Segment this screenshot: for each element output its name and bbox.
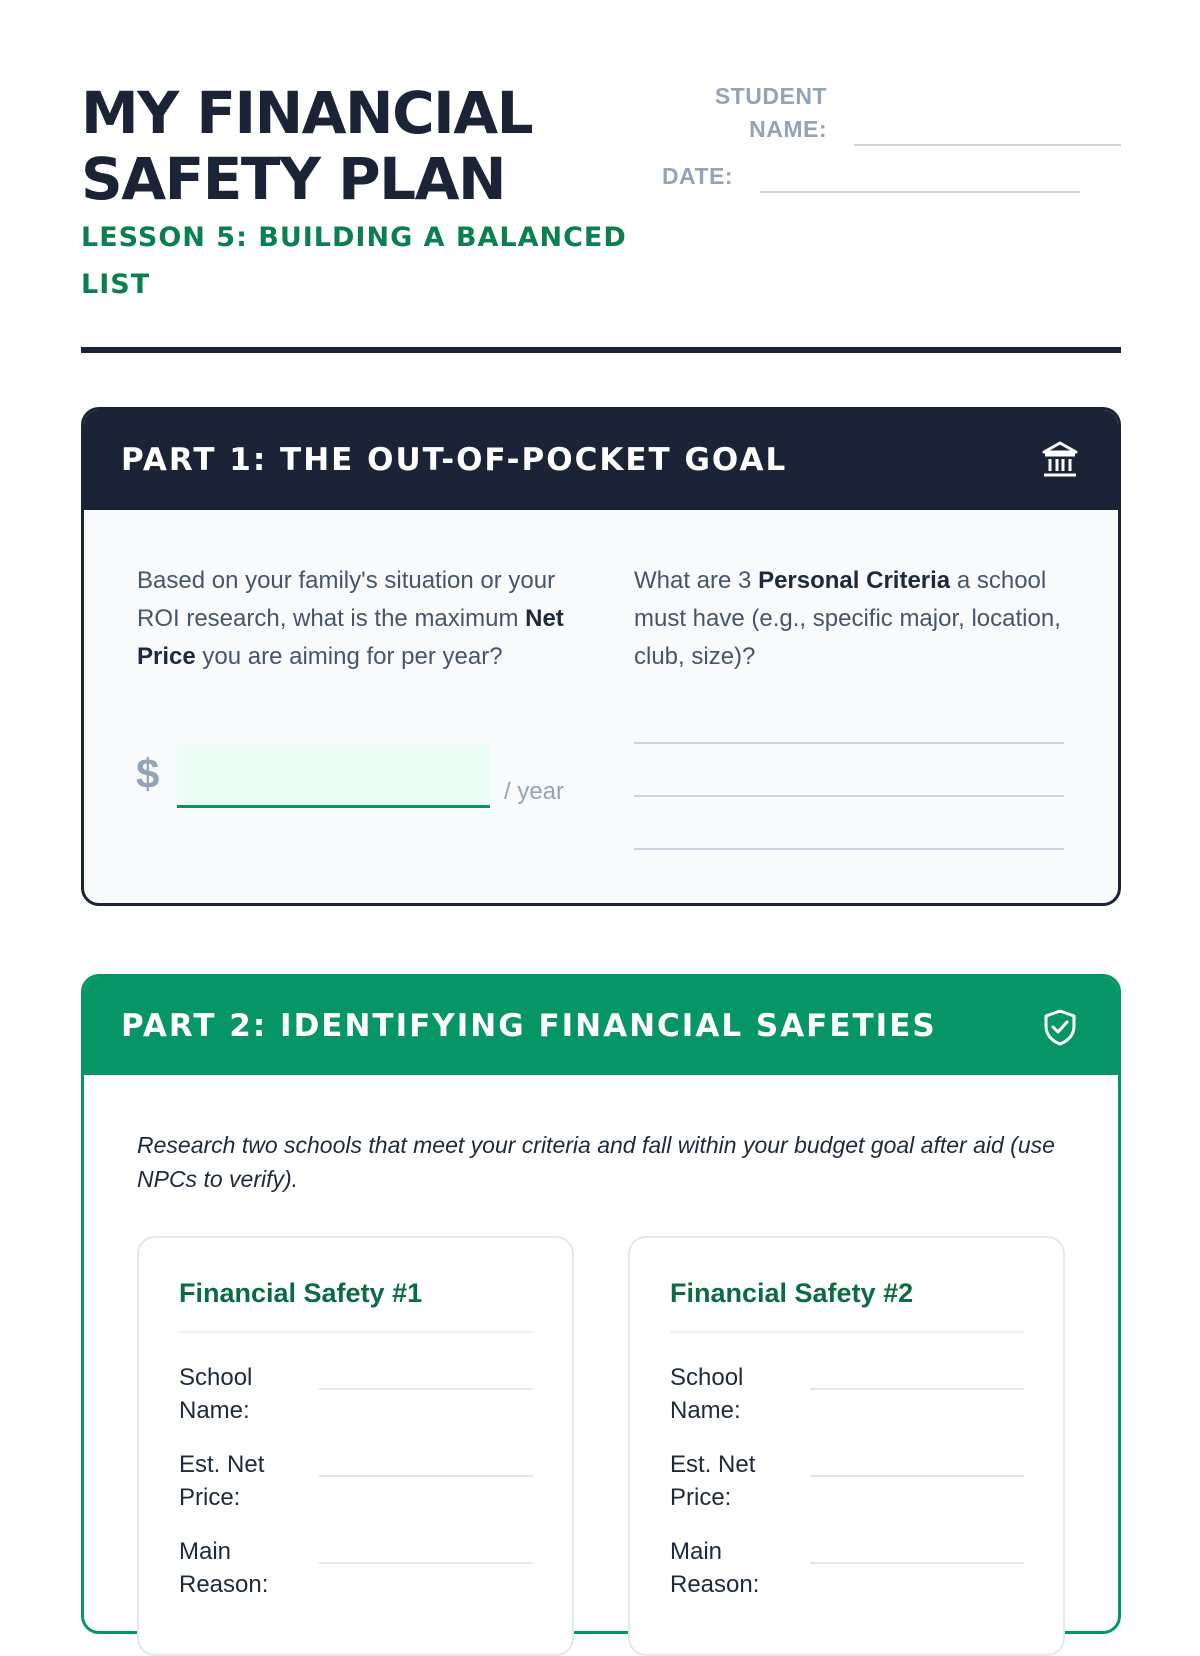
net-price-question: Based on your family's situation or your ROI research, what is the maximum Net Price you are aiming for per year? [137,567,564,670]
dollar-sign: $ [136,750,160,797]
title-line-2: SAFETY PLAN [81,145,506,213]
shield-check-icon [1040,1007,1080,1047]
financial-safety-2-card [628,1236,1065,1656]
net-price-label: Est. Net Price: [179,1451,265,1511]
main-reason-label: Main Reason: [670,1538,760,1598]
divider [179,1331,533,1333]
criteria-line-1[interactable] [634,742,1064,744]
part1-header [84,410,1118,510]
school-name-field[interactable] [319,1388,533,1390]
student-name-label: STUDENT NAME: [714,83,827,142]
student-name-field[interactable] [854,144,1121,146]
main-reason-field[interactable] [810,1562,1024,1564]
bank-icon [1040,440,1080,480]
lesson-subtitle: LESSON 5: BUILDING A BALANCED LIST [81,222,627,300]
school-name-field[interactable] [810,1388,1024,1390]
header-divider [81,347,1121,353]
per-year-label: / year [504,778,565,805]
net-price-label: Est. Net Price: [670,1451,756,1511]
title-line-1: MY FINANCIAL [81,79,533,147]
net-price-input[interactable] [177,744,490,808]
date-label: DATE: [661,163,733,189]
financial-safety-2-title: Financial Safety #2 [670,1278,914,1308]
school-name-label: School Name: [179,1364,253,1424]
school-name-label: School Name: [670,1364,744,1424]
worksheet-page [81,0,1121,1598]
main-reason-label: Main Reason: [179,1538,269,1598]
page-title [81,80,641,212]
worksheet-header [81,0,1121,356]
divider [670,1331,1024,1333]
criteria-line-3[interactable] [634,848,1064,850]
date-field[interactable] [760,191,1080,193]
net-price-field[interactable] [810,1475,1024,1477]
criteria-question: What are 3 Personal Criteria a school must have (e.g., specific major, location, club, size)? [634,567,1061,670]
part2-title: PART 2: IDENTIFYING FINANCIAL SAFETIES [121,1008,937,1044]
part2-header [84,977,1118,1075]
part1-title: PART 1: THE OUT-OF-POCKET GOAL [121,442,788,478]
main-reason-field[interactable] [319,1562,533,1564]
part2-instructions: Research two schools that meet your criteria and fall within your budget goal after aid (use NPCs to verify). [137,1132,1055,1192]
criteria-line-2[interactable] [634,795,1064,797]
net-price-field[interactable] [319,1475,533,1477]
financial-safety-1-card [137,1236,574,1656]
financial-safety-1-title: Financial Safety #1 [179,1278,423,1308]
